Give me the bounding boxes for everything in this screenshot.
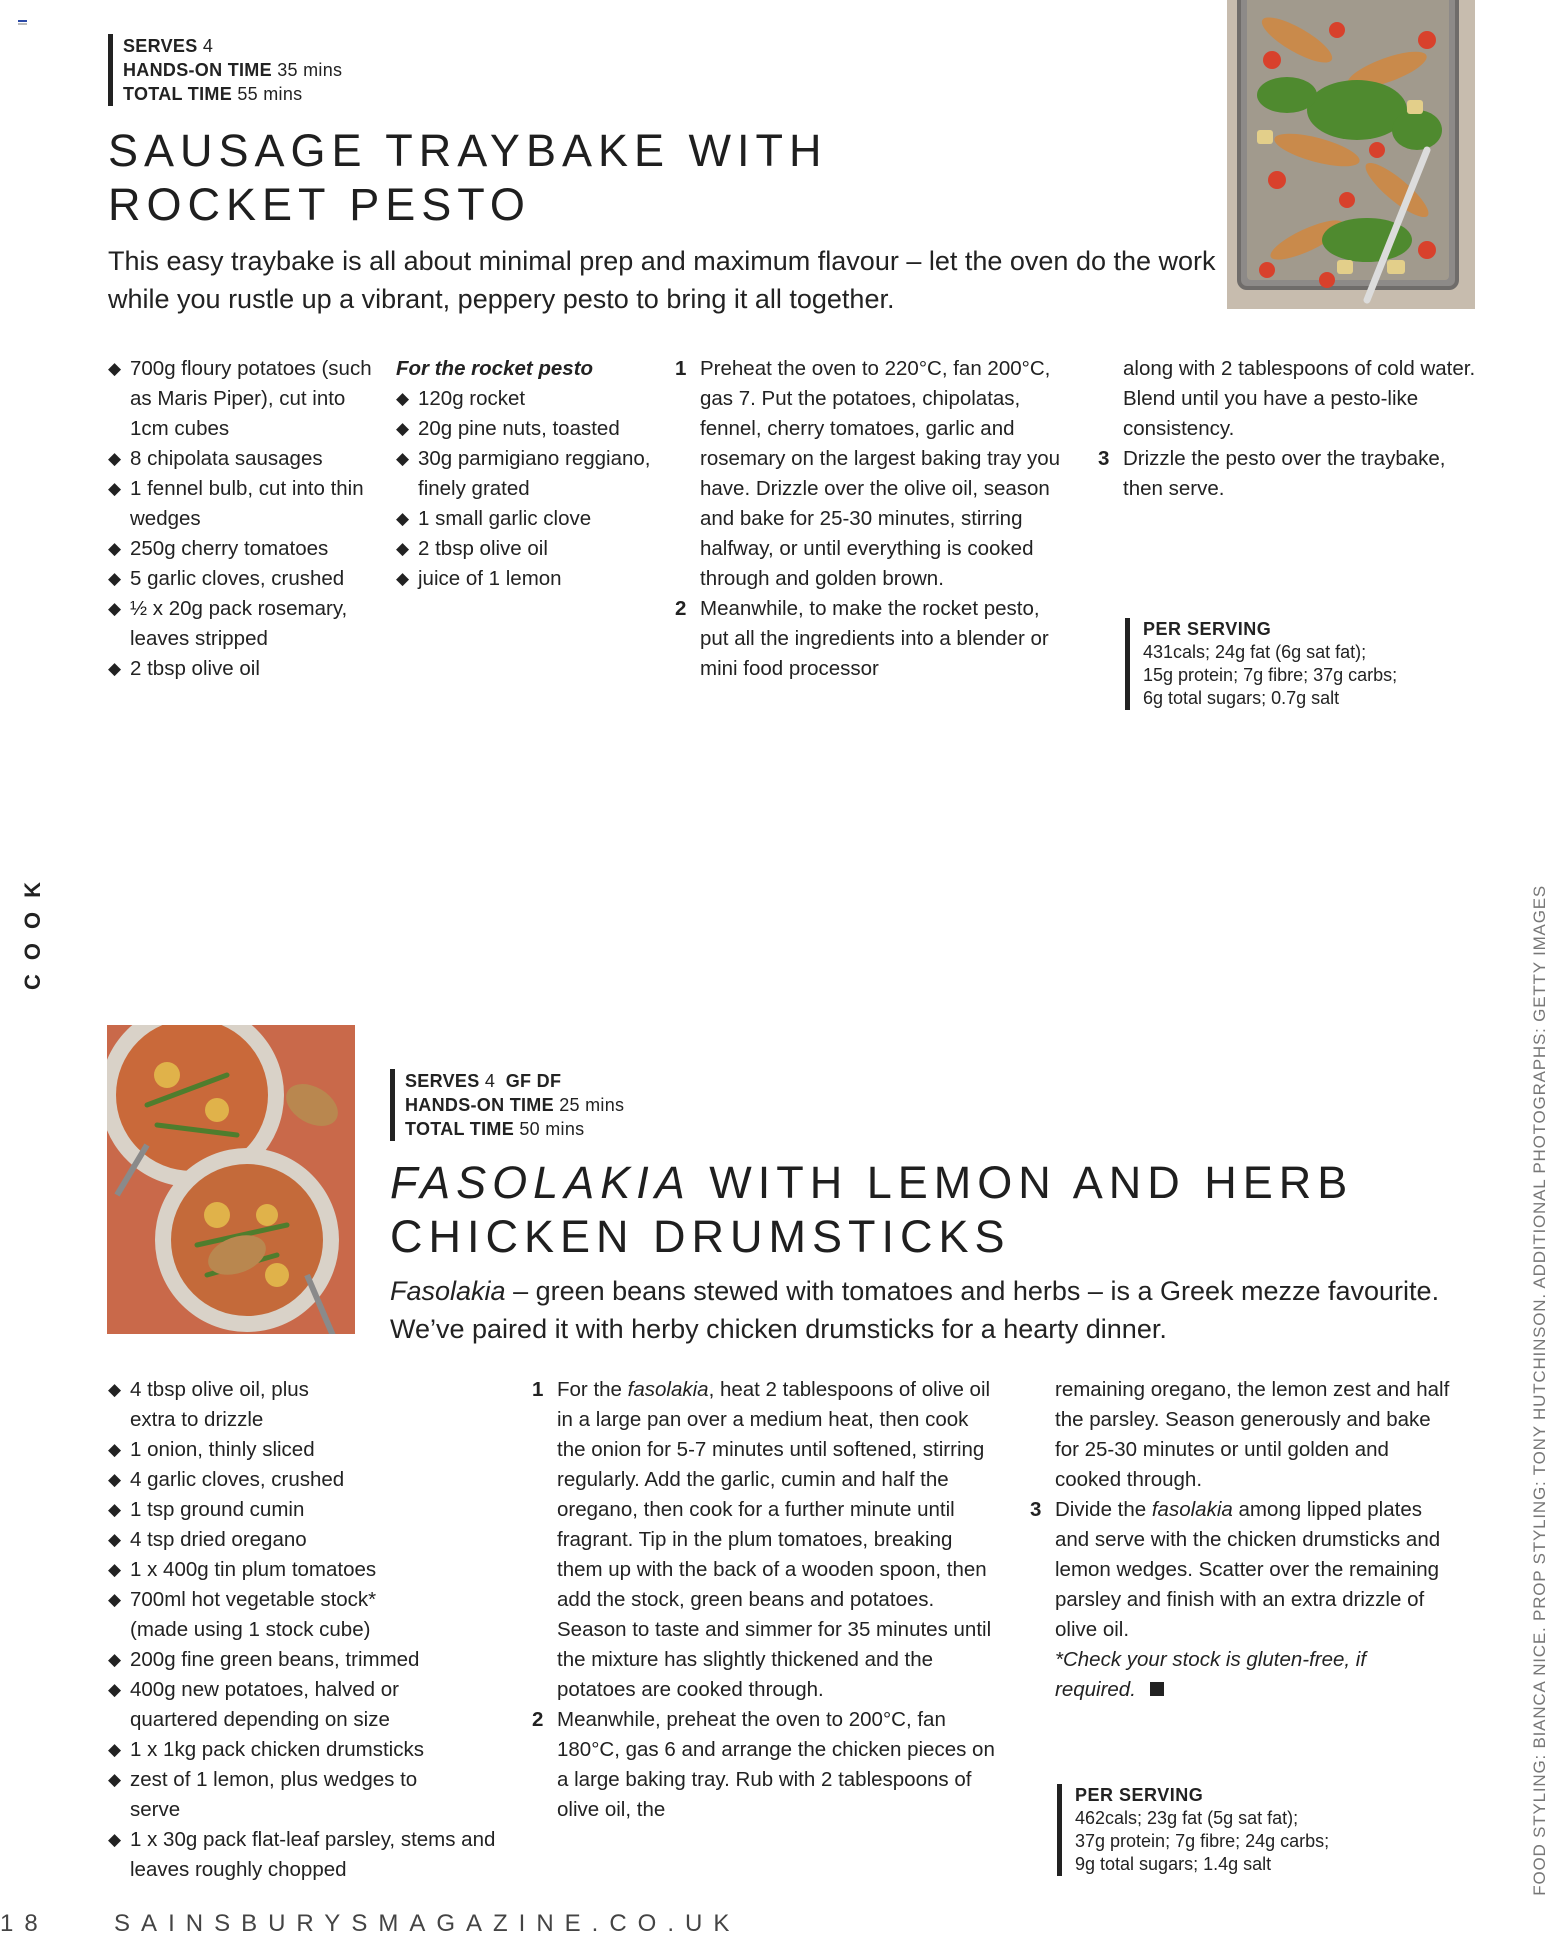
list-item: ◆ 4 tsp dried oregano xyxy=(108,1525,513,1555)
list-item: ◆ 4 garlic cloves, crushed xyxy=(108,1465,513,1495)
serves-value: 4 xyxy=(202,36,214,56)
list-item: ◆ 5 garlic cloves, crushed xyxy=(108,564,378,594)
method-step: 1 For the fasolakia, heat 2 tablespoons of olive oil in a large pan over a medium heat, then cook the onion for 5-7 minutes until softened, stirring regularly. Add the garlic, cumin and half the oregano, then cook for a further minute until fragrant. Tip in the plum tomatoes, breaking them up with the back of a wooden spoon, then add the stock, green beans and potatoes. Season to taste and simmer for 35 minutes until the mixture has slightly thickened and the potatoes are cooked through. xyxy=(532,1378,992,1701)
hands-on-value: 35 mins xyxy=(277,60,343,80)
list-item: ◆ ½ x 20g pack rosemary, leaves stripped xyxy=(108,594,378,654)
recipe1-title: SAUSAGE TRAYBAKE WITH ROCKET PESTO xyxy=(108,125,828,230)
list-item: ◆ 700ml hot vegetable stock* (made using 1 stock cube) xyxy=(108,1585,400,1645)
total-time-value: 50 mins xyxy=(519,1119,585,1139)
fasolakia-illustration xyxy=(107,1025,355,1334)
fasolakia-photo xyxy=(107,1025,355,1334)
recipe2-meta xyxy=(390,1069,624,1141)
list-item: ◆ 1 x 1kg pack chicken drumsticks xyxy=(108,1735,513,1765)
list-item: ◆ 2 tbsp olive oil xyxy=(396,534,668,564)
list-item: ◆ 1 onion, thinly sliced xyxy=(108,1435,513,1465)
serves-value: 4 xyxy=(484,1071,496,1091)
diet-tags: GF DF xyxy=(505,1071,562,1091)
recipe2-method-cont xyxy=(1030,1375,1460,1705)
list-item: ◆ 250g cherry tomatoes xyxy=(108,534,378,564)
recipe1-pesto-ingredients xyxy=(396,354,668,594)
list-item: ◆ juice of 1 lemon xyxy=(396,564,668,594)
list-item: ◆ 1 tsp ground cumin xyxy=(108,1495,513,1525)
list-item: ◆ zest of 1 lemon, plus wedges to serve xyxy=(108,1765,450,1825)
method-step: 2 Meanwhile, to make the rocket pesto, put all the ingredients into a blender or mini food processor xyxy=(675,597,1049,680)
page-number: 18 xyxy=(0,1910,49,1937)
list-item: ◆ 1 small garlic clove xyxy=(396,504,668,534)
total-time-value: 55 mins xyxy=(237,84,303,104)
recipe1-intro: This easy traybake is all about minimal prep and maximum flavour – let the oven do the work while you rustle up a vibrant, peppery pesto to bring it all together. xyxy=(108,246,1216,314)
method-step: 3 Drizzle the pesto over the traybake, then serve. xyxy=(1098,447,1446,500)
list-item: ◆ 120g rocket xyxy=(396,384,668,414)
list-item: ◆ 200g fine green beans, trimmed xyxy=(108,1645,513,1675)
method-step-continued: remaining oregano, the lemon zest and half the parsley. Season generously and bake for 25-30 minutes or until golden and cooked through. xyxy=(1055,1378,1450,1491)
end-mark-icon xyxy=(1150,1682,1164,1696)
list-item: ◆ 30g parmigiano reggiano, finely grated xyxy=(396,444,668,504)
recipe2-ingredients xyxy=(108,1375,513,1885)
site-url: SAINSBURYSMAGAZINE.CO.UK xyxy=(114,1910,741,1937)
hands-on-label: HANDS-ON TIME xyxy=(123,60,272,80)
stock-note: *Check your stock is gluten-free, if required. xyxy=(1055,1648,1367,1701)
list-item: ◆ 1 x 400g tin plum tomatoes xyxy=(108,1555,513,1585)
list-item: ◆ 20g pine nuts, toasted xyxy=(396,414,668,444)
traybake-photo xyxy=(1227,0,1475,309)
list-item: ◆ 700g floury potatoes (such as Maris Piper), cut into 1cm cubes xyxy=(108,354,378,444)
recipe1-method xyxy=(675,354,1067,684)
recipe1-ingredients xyxy=(108,354,378,684)
section-label: COOK xyxy=(20,868,45,990)
recipe1-nutrition: PER SERVING 431cals; 24g fat (6g sat fat); 15g protein; 7g fibre; 37g carbs; 6g total sugars; 0.7g salt xyxy=(1125,618,1397,710)
flag-icon xyxy=(18,20,27,27)
method-step: 2 Meanwhile, preheat the oven to 200°C, fan 180°C, gas 6 and arrange the chicken pieces on a large baking tray. Rub with 2 tablespoons of olive oil, the xyxy=(532,1708,995,1821)
recipe2-nutrition: PER SERVING 462cals; 23g fat (5g sat fat); 37g protein; 7g fibre; 24g carbs; 9g total sugars; 1.4g salt xyxy=(1057,1784,1329,1876)
method-step-continued: along with 2 tablespoons of cold water. Blend until you have a pesto-like consistency. xyxy=(1123,357,1476,440)
hands-on-value: 25 mins xyxy=(559,1095,625,1115)
list-item: ◆ 2 tbsp olive oil xyxy=(108,654,378,684)
recipe2-title: FASOLAKIA WITH LEMON AND HERB CHICKEN DRUMSTICKS xyxy=(390,1157,1354,1262)
list-item: ◆ 400g new potatoes, halved or quartered depending on size xyxy=(108,1675,450,1735)
recipe2-intro: Fasolakia – green beans stewed with tomatoes and herbs – is a Greek mezze favourite. We’ve paired it with herby chicken drumsticks for a hearty dinner. xyxy=(390,1276,1440,1344)
list-item: ◆ 1 x 30g pack flat-leaf parsley, stems and leaves roughly chopped xyxy=(108,1825,530,1885)
recipe2-method xyxy=(532,1375,1000,1825)
hands-on-label: HANDS-ON TIME xyxy=(405,1095,554,1115)
list-item: ◆ 8 chipolata sausages xyxy=(108,444,378,474)
traybake-illustration xyxy=(1227,0,1475,309)
recipe1-meta xyxy=(108,34,342,106)
page-footer xyxy=(0,1910,740,1938)
list-item: ◆ 1 fennel bulb, cut into thin wedges xyxy=(108,474,378,534)
photo-credit: FOOD STYLING: BIANCA NICE. PROP STYLING: TONY HUTCHINSON. ADDITIONAL PHOTOGRAPHS: GETTY IMAGES xyxy=(1530,885,1549,1896)
method-step: 1 Preheat the oven to 220°C, fan 200°C, gas 7. Put the potatoes, chipolatas, fennel, cherry tomatoes, garlic and rosemary on the largest baking tray you have. Drizzle over the olive oil, season and bake for 25-30 minutes, stirring halfway, or until everything is cooked through and golden brown. xyxy=(675,357,1061,590)
total-time-label: TOTAL TIME xyxy=(405,1119,514,1139)
total-time-label: TOTAL TIME xyxy=(123,84,232,104)
list-item: ◆ 4 tbsp olive oil, plus extra to drizzle xyxy=(108,1375,330,1435)
recipe1-method-cont xyxy=(1098,354,1478,504)
pesto-heading: For the rocket pesto xyxy=(396,357,594,380)
serves-label: SERVES xyxy=(123,36,198,56)
serves-label: SERVES xyxy=(405,1071,480,1091)
method-step: 3 Divide the fasolakia among lipped plates and serve with the chicken drumsticks and lemon wedges. Scatter over the remaining parsley and finish with an extra drizzle of olive oil. xyxy=(1030,1498,1441,1641)
